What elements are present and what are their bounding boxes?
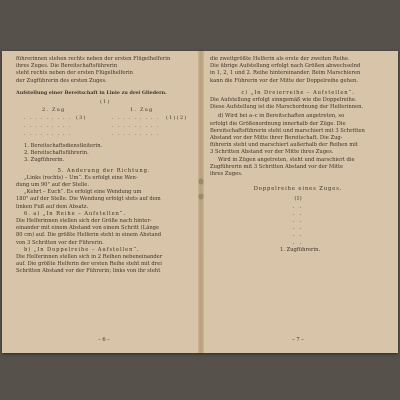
- booklet-spread: [2, 51, 398, 353]
- diagram-marker: (3): [76, 115, 87, 122]
- dot-row: . . . . . . . . .: [112, 123, 160, 130]
- right-page-intro: [210, 56, 386, 85]
- text-line: dung um 90° auf der Stelle.: [16, 182, 89, 189]
- text-line: Diese Aufstellung ist die Marschordnung der Helferinnen.: [210, 104, 364, 111]
- text-line: kann die Führerin vor der Mitte der Doppelreihe gehen.: [210, 77, 359, 84]
- text-line: führerin steht und marschiert außerhalb der Reihen mit: [210, 142, 358, 149]
- text-line: Zugführerin mit 3 Schritten Abstand vor der Mitte: [210, 163, 344, 170]
- text-line: 180° auf der Stelle. Die Wendung erfolgt stets auf dem: [16, 196, 161, 203]
- text-line: Schritten Abstand vor der Führerin; links von ihr steht: [16, 268, 161, 275]
- formation-heading: Aufstellung einer Bereitschaft in Linie zu drei Gliedern.: [16, 89, 167, 96]
- text-line: Wird in Zügen angetreten, steht und marschiert die: [218, 156, 355, 163]
- right-page: [210, 56, 386, 350]
- text-line: steht rechts neben der ersten Flügelhelferin: [16, 70, 133, 77]
- zug-2-label: 2. Zug: [42, 107, 66, 114]
- dot-row: . . . . . . . . .: [112, 115, 160, 122]
- zug-1-label: 1. Zug: [130, 107, 154, 114]
- dot-row: . . . . . . . . .: [24, 131, 72, 138]
- dot-row: . .: [292, 218, 304, 225]
- text-line: Die Helferinnen stellen sich in 2 Reihen nebeneinander: [16, 254, 163, 261]
- text-line: der Zugführerin des ersten Zuges.: [16, 77, 107, 84]
- text-line: auf. Die größte Helferin der ersten Reihe steht mit drei: [16, 261, 162, 268]
- text-line: von 3 Schritten vor der Führerin.: [16, 239, 104, 246]
- dot-row: . . . . . . . . .: [112, 131, 160, 138]
- text-line: ihres Zuges.: [210, 171, 243, 178]
- right-page-body: [210, 121, 386, 179]
- text-line: linken Fuß auf dem Absatz.: [16, 203, 89, 210]
- section-heading: b) „In Doppelreihe – Aufstellen“.: [24, 246, 140, 253]
- text-line: „Links (rechts) – Um“. Es erfolgt eine Wen-: [24, 174, 138, 181]
- dot-row: . .: [292, 232, 304, 239]
- diagram-title: Doppelreihe eines Zuges.: [253, 186, 343, 193]
- formation-diagram: [16, 99, 192, 143]
- diagram-marker: (1): [100, 99, 111, 106]
- dot-row: . . . . . . . . .: [24, 123, 72, 130]
- diagram-marker: (1)(2): [166, 115, 188, 122]
- text-line: erfolgt die Größenordnung innerhalb der Züge. Die: [210, 120, 346, 127]
- page-number: – 7 –: [292, 336, 304, 343]
- text-line: Die übrige Aufstellung erfolgt nach Größen abwechselnd: [210, 63, 361, 70]
- left-page-body: [16, 175, 192, 276]
- text-line: Die Aufstellung erfolgt sinngemäß wie die Doppelreihe.: [210, 97, 357, 104]
- legend-item: 1. Zugführerin.: [280, 246, 321, 253]
- text-line: 80 cm) auf. Die größte Helferin steht in einem Abstand: [16, 232, 162, 239]
- text-line: in 1, 2, 1 und 2. Reihe hintereinander. Beim Marschieren: [210, 70, 361, 77]
- dot-row: . .: [292, 239, 304, 246]
- dot-row: . .: [292, 210, 304, 217]
- book-gutter: [198, 51, 204, 353]
- doppelreihe-diagram: [210, 196, 386, 246]
- legend-item: 1. Bereitschaftsdienstleiterin.: [24, 143, 103, 150]
- legend-item: 3. Zugführerin.: [24, 157, 65, 164]
- dot-row: . . . . . . . . .: [24, 115, 72, 122]
- text-line: Abstand vor der Mitte ihrer Bereitschaft. Die Zug-: [210, 135, 343, 142]
- text-line: ihres Zuges. Die Bereitschaftsführerin: [16, 63, 118, 70]
- formation-legend: [16, 143, 192, 165]
- section-heading: c) „In Dreierreihe – Aufstellen“.: [241, 89, 355, 96]
- text-line: führerinnen stehen rechts neben der ersten Flügelhelferin: [16, 56, 171, 62]
- diagram-marker: (1): [294, 196, 302, 203]
- dot-row: . .: [292, 225, 304, 232]
- text-line: Bereitschaftsführerin steht und marschiert mit 3 Schritten: [210, 127, 365, 134]
- section-heading: 6. a) „In Reihe – Aufstellen“.: [24, 210, 126, 217]
- left-page: [16, 56, 192, 350]
- text-line: die zweitgrößte Helferin als erste der zweiten Reihe.: [210, 56, 350, 62]
- left-page-intro: [16, 56, 192, 85]
- legend-item: 2. Bereitschaftsführerin.: [24, 150, 89, 157]
- page-number: – 6 –: [98, 336, 110, 343]
- staple-icon: [199, 179, 203, 184]
- section-heading: 5. Änderung der Richtung.: [57, 167, 151, 174]
- dot-row: . .: [292, 203, 304, 210]
- text-line: einander mit einem Abstand von einem Schritt (Länge: [16, 225, 160, 232]
- staple-icon: [199, 194, 203, 199]
- text-line: 3 Schritten Abstand vor der Mitte ihres Zuges.: [210, 149, 334, 156]
- text-line: „Kehrt – Euch“. Es erfolgt eine Wendung um: [24, 189, 142, 196]
- text-line: Die Helferinnen stellen sich der Größe nach hinter-: [16, 218, 152, 225]
- section-heading: d) Wird bei a–c in Bereitschaften angetreten, so: [218, 113, 345, 120]
